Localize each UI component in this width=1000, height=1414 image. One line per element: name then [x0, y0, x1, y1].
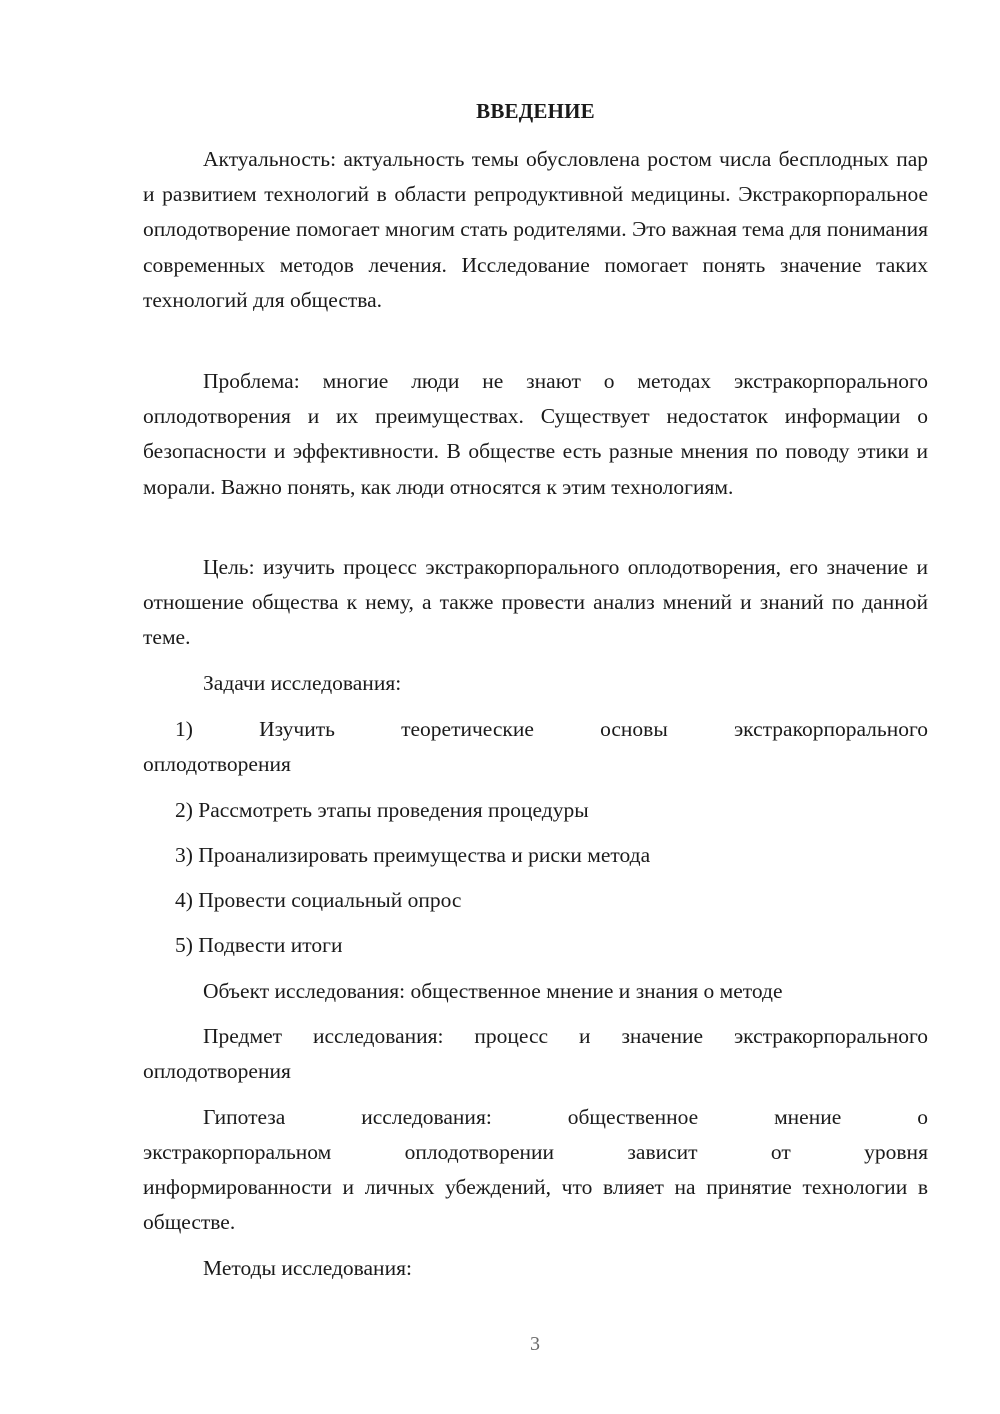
task-1-continuation: оплодотворения	[143, 752, 291, 776]
tasks-heading: Задачи исследования:	[203, 671, 402, 695]
problem-paragraph: Проблема: многие люди не знают о методах экстракорпорального оплодотворения и их преимуществах. Существует недостаток информации о безопасности и эффективности. В обществе есть разные мнения по поводу этики и морали. Важно понять, как люди относятся к этим технологиям.	[143, 369, 928, 499]
object-paragraph: Объект исследования: общественное мнение и знания о методе	[203, 979, 783, 1003]
task-item-3: 3) Проанализировать преимущества и риски метода	[175, 843, 651, 867]
page-number: 3	[530, 1333, 540, 1355]
hypothesis-word: о	[917, 1105, 928, 1129]
task-1-word: основы	[600, 717, 668, 741]
hypothesis-line-2	[143, 1135, 928, 1170]
task-1-word: Изучить	[259, 717, 335, 741]
task-item-5: 5) Подвести итоги	[175, 933, 343, 957]
hypothesis-word: от	[770, 1140, 791, 1164]
subject-paragraph: Предмет исследования: процесс и значение экстракорпорального оплодотворения	[143, 1024, 928, 1084]
hypothesis-word: Гипотеза	[203, 1105, 286, 1129]
hypothesis-word: зависит	[627, 1140, 698, 1164]
task-1-word: теоретические	[401, 717, 534, 741]
task-item-1	[175, 712, 928, 747]
task-1-number: 1)	[175, 717, 193, 741]
hypothesis-word: исследования:	[361, 1105, 492, 1129]
hypothesis-word: общественное	[567, 1105, 699, 1129]
section-title: ВВЕДЕНИЕ	[476, 99, 595, 123]
task-item-2: 2) Рассмотреть этапы проведения процедуры	[175, 798, 589, 822]
task-1-word: экстракорпорального	[733, 717, 928, 741]
goal-paragraph: Цель: изучить процесс экстракорпорального оплодотворения, его значение и отношение общества к нему, а также провести анализ мнений и знаний по данной теме.	[143, 555, 928, 650]
hypothesis-word: мнение	[774, 1105, 842, 1129]
hypothesis-word: уровня	[864, 1140, 928, 1164]
task-item-4: 4) Провести социальный опрос	[175, 888, 462, 912]
methods-heading: Методы исследования:	[203, 1256, 412, 1280]
hypothesis-line-3: информированности и личных убеждений, что влияет на принятие технологии в обществе.	[143, 1175, 928, 1235]
relevance-paragraph: Актуальность: актуальность темы обусловлена ростом числа бесплодных пар и развитием технологий в области репродуктивной медицины. Экстракорпоральное оплодотворение помогает многим стать родителями. Это важная тема для понимания современных методов лечения. Исследование помогает понять значение таких технологий для общества.	[143, 147, 928, 312]
hypothesis-word: оплодотворении	[404, 1140, 555, 1164]
hypothesis-line-1	[203, 1100, 928, 1135]
hypothesis-word: экстракорпоральном	[143, 1140, 332, 1164]
